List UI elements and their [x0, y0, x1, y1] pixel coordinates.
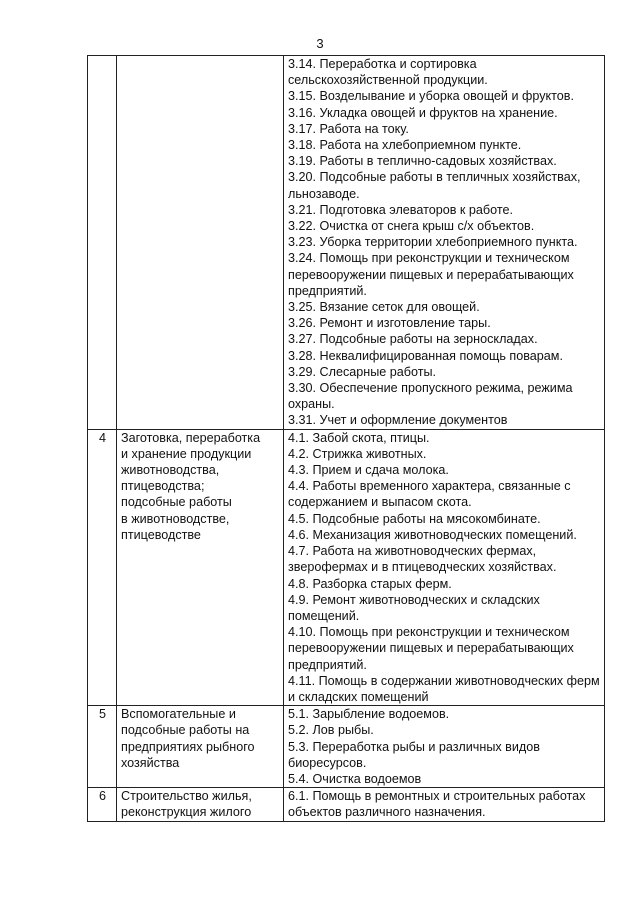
- row-title-cell: [117, 788, 284, 821]
- row-title-line: птицеводства;: [121, 479, 205, 494]
- row-items-cell: [284, 429, 605, 705]
- row-title-line: в животноводстве,: [121, 511, 230, 526]
- table-row: [88, 429, 605, 705]
- list-item: 3.23. Уборка территории хлебоприемного пункта.: [288, 235, 578, 250]
- table-row: [88, 706, 605, 788]
- list-item: 6.1. Помощь в ремонтных и строительных работах объектов различного назначения.: [288, 789, 586, 820]
- row-title-line: птицеводстве: [121, 527, 201, 542]
- row-number-cell: [88, 429, 117, 705]
- list-item: 3.30. Обеспечение пропускного режима, режима охраны.: [288, 381, 573, 412]
- list-item: 4.1. Забой скота, птицы.: [288, 430, 430, 445]
- row-title-line: подсобные работы: [121, 495, 232, 510]
- row-title-cell: [117, 56, 284, 430]
- list-item: 4.10. Помощь при реконструкции и техническом перевооружении пищевых и перерабатывающих предприятий.: [288, 625, 574, 672]
- row-items-cell: [284, 706, 605, 788]
- row-title-cell: [117, 429, 284, 705]
- row-title-line: и хранение продукции: [121, 446, 252, 461]
- row-title-line: подсобные работы на: [121, 723, 250, 738]
- list-item: 4.7. Работа на животноводческих фермах, зверофермах и в птицеводческих хозяйствах.: [288, 544, 557, 575]
- table-row: [88, 56, 605, 430]
- row-number-cell: [88, 706, 117, 788]
- list-item: 3.17. Работа на току.: [288, 121, 409, 136]
- list-item: 3.20. Подсобные работы в тепличных хозяйствах, льнозаводе.: [288, 170, 581, 201]
- works-table: [87, 55, 605, 822]
- works-table-body: [88, 56, 605, 822]
- list-item: 3.14. Переработка и сортировка сельскохозяйственной продукции.: [288, 57, 488, 88]
- row-title-line: животноводства,: [121, 463, 220, 478]
- list-item: 3.25. Вязание сеток для овощей.: [288, 300, 480, 315]
- list-item: 3.31. Учет и оформление документов: [288, 413, 508, 428]
- list-item: 4.2. Стрижка животных.: [288, 446, 427, 461]
- list-item: 4.6. Механизация животноводческих помещений.: [288, 527, 577, 542]
- list-item: 3.22. Очистка от снега крыш с/х объектов.: [288, 219, 535, 234]
- row-title-line: предприятиях рыбного: [121, 739, 255, 754]
- list-item: 3.18. Работа на хлебоприемном пункте.: [288, 138, 522, 153]
- list-item: 5.4. Очистка водоемов: [288, 771, 422, 786]
- page-number: 3: [316, 36, 324, 51]
- list-item: 3.28. Неквалифицированная помощь поварам.: [288, 348, 563, 363]
- list-item: 3.27. Подсобные работы на зерноскладах.: [288, 332, 538, 347]
- row-number: 5: [98, 707, 106, 722]
- row-number-cell: [88, 56, 117, 430]
- row-number: 4: [98, 430, 106, 445]
- row-number: 6: [98, 789, 106, 804]
- list-item: 3.15. Возделывание и уборка овощей и фруктов.: [288, 89, 574, 104]
- list-item: 5.3. Переработка рыбы и различных видов биоресурсов.: [288, 739, 540, 770]
- row-number-cell: [88, 788, 117, 821]
- list-item: 3.16. Укладка овощей и фруктов на хранение.: [288, 105, 558, 120]
- list-item: 4.3. Прием и сдача молока.: [288, 463, 449, 478]
- row-title-line: реконструкция жилого: [121, 805, 252, 820]
- row-title-cell: [117, 706, 284, 788]
- list-item: 5.1. Зарыбление водоемов.: [288, 707, 450, 722]
- list-item: 4.8. Разборка старых ферм.: [288, 576, 452, 591]
- table-row: [88, 788, 605, 821]
- list-item: 3.24. Помощь при реконструкции и техническом перевооружении пищевых и перерабатывающих предприятий.: [288, 251, 574, 298]
- row-items-cell: [284, 56, 605, 430]
- list-item: 4.9. Ремонт животноводческих и складских помещений.: [288, 592, 540, 623]
- list-item: 3.26. Ремонт и изготовление тары.: [288, 316, 491, 331]
- row-items-cell: [284, 788, 605, 821]
- list-item: 4.5. Подсобные работы на мясокомбинате.: [288, 511, 541, 526]
- row-title-line: Заготовка, переработка: [121, 430, 261, 445]
- row-title-line: Вспомогательные и: [121, 707, 236, 722]
- list-item: 3.29. Слесарные работы.: [288, 364, 437, 379]
- list-item: 4.4. Работы временного характера, связанные с содержанием и выпасом скота.: [288, 479, 571, 510]
- list-item: 5.2. Лов рыбы.: [288, 723, 374, 738]
- list-item: 3.19. Работы в теплично-садовых хозяйствах.: [288, 154, 557, 169]
- row-title-line: хозяйства: [121, 755, 180, 770]
- list-item: 3.21. Подготовка элеваторов к работе.: [288, 202, 513, 217]
- list-item: 4.11. Помощь в содержании животноводческих ферм и складских помещений: [288, 673, 600, 704]
- row-title-line: Строительство жилья,: [121, 789, 252, 804]
